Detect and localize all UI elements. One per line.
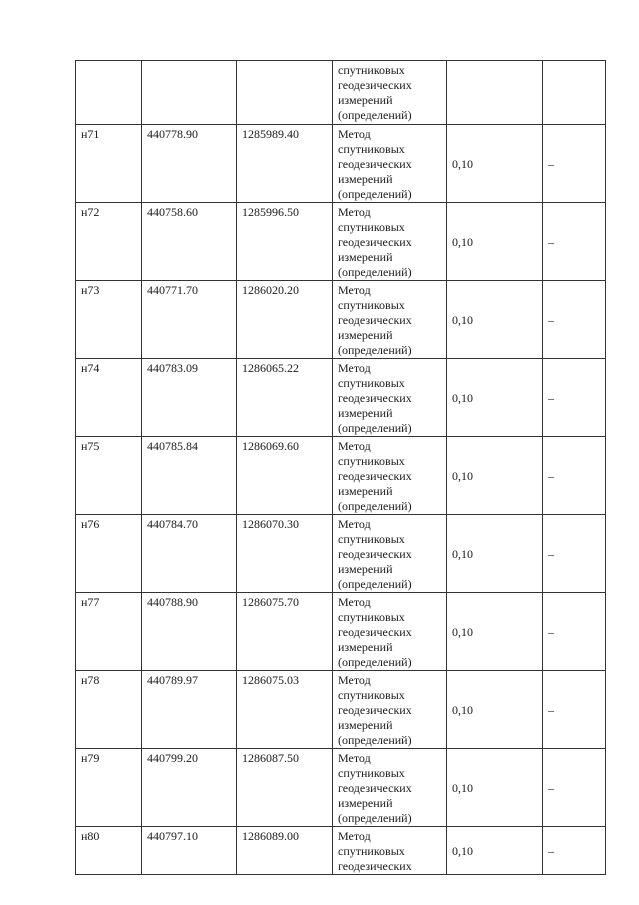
y-coordinate-cell: 1286075.03 [237, 671, 333, 749]
x-coordinate-cell: 440771.70 [142, 281, 237, 359]
method-line: геодезических [338, 625, 412, 639]
y-coordinate-cell: 1285996.50 [237, 203, 333, 281]
accuracy-cell: 0,10 [447, 281, 543, 359]
method-line: (определений) [338, 265, 412, 279]
method-line: спутниковых [338, 532, 405, 546]
accuracy-cell: 0,10 [447, 671, 543, 749]
method-line: спутниковых [338, 610, 405, 624]
description-cell: – [543, 749, 606, 827]
y-coordinate-cell: 1286020.20 [237, 281, 333, 359]
method-line: измерений [338, 93, 393, 107]
method-line: (определений) [338, 187, 412, 201]
accuracy-cell: 0,10 [447, 515, 543, 593]
method-line: измерений [338, 640, 393, 654]
point-number-cell: н76 [76, 515, 142, 593]
y-coordinate-cell [237, 61, 333, 125]
table-row [76, 281, 606, 359]
method-cell [333, 515, 447, 593]
x-coordinate-cell: 440783.09 [142, 359, 237, 437]
point-number-cell: н80 [76, 827, 142, 875]
method-cell [333, 281, 447, 359]
accuracy-cell: 0,10 [447, 203, 543, 281]
method-line: спутниковых [338, 766, 405, 780]
method-line: измерений [338, 328, 393, 342]
method-line: геодезических [338, 78, 412, 92]
point-number-cell: н71 [76, 125, 142, 203]
method-line: геодезических [338, 469, 412, 483]
description-cell: – [543, 125, 606, 203]
description-cell: – [543, 437, 606, 515]
method-line: спутниковых [338, 298, 405, 312]
method-cell [333, 437, 447, 515]
accuracy-cell: 0,10 [447, 125, 543, 203]
method-line: геодезических [338, 313, 412, 327]
point-number-cell: н74 [76, 359, 142, 437]
y-coordinate-cell: 1286089.00 [237, 827, 333, 875]
point-number-cell: н72 [76, 203, 142, 281]
description-cell: – [543, 515, 606, 593]
table-row [76, 827, 606, 875]
method-line: Метод [338, 205, 371, 219]
method-line: геодезических [338, 547, 412, 561]
method-line: Метод [338, 595, 371, 609]
method-line: спутниковых [338, 220, 405, 234]
method-line: Метод [338, 517, 371, 531]
table-row [76, 359, 606, 437]
x-coordinate-cell [142, 61, 237, 125]
method-line: (определений) [338, 343, 412, 357]
point-number-cell: н75 [76, 437, 142, 515]
method-cell [333, 593, 447, 671]
description-cell: – [543, 827, 606, 875]
x-coordinate-cell: 440797.10 [142, 827, 237, 875]
method-line: измерений [338, 250, 393, 264]
method-line: спутниковых [338, 142, 405, 156]
x-coordinate-cell: 440785.84 [142, 437, 237, 515]
method-line: Метод [338, 127, 371, 141]
x-coordinate-cell: 440784.70 [142, 515, 237, 593]
method-line: (определений) [338, 577, 412, 591]
x-coordinate-cell: 440789.97 [142, 671, 237, 749]
method-line: измерений [338, 484, 393, 498]
y-coordinate-cell: 1285989.40 [237, 125, 333, 203]
accuracy-cell: 0,10 [447, 749, 543, 827]
point-number-cell: н78 [76, 671, 142, 749]
point-number-cell: н77 [76, 593, 142, 671]
method-line: геодезических [338, 235, 412, 249]
method-line: геодезических [338, 703, 412, 717]
table-row [76, 749, 606, 827]
y-coordinate-cell: 1286069.60 [237, 437, 333, 515]
x-coordinate-cell: 440799.20 [142, 749, 237, 827]
method-line: геодезических [338, 157, 412, 171]
description-cell: – [543, 203, 606, 281]
method-line: спутниковых [338, 844, 405, 858]
table-row-continuation [76, 61, 606, 125]
point-number-cell: н73 [76, 281, 142, 359]
table-row [76, 125, 606, 203]
method-line: (определений) [338, 108, 412, 122]
method-line: спутниковых [338, 63, 405, 77]
method-line: Метод [338, 829, 371, 843]
method-line: геодезических [338, 391, 412, 405]
method-line: (определений) [338, 655, 412, 669]
method-cell [333, 203, 447, 281]
y-coordinate-cell: 1286070.30 [237, 515, 333, 593]
method-line: (определений) [338, 733, 412, 747]
table-row [76, 437, 606, 515]
x-coordinate-cell: 440758.60 [142, 203, 237, 281]
method-line: измерений [338, 562, 393, 576]
method-line: измерений [338, 796, 393, 810]
method-line: Метод [338, 673, 371, 687]
description-cell: – [543, 593, 606, 671]
table-row [76, 593, 606, 671]
point-cell [76, 61, 142, 125]
description-cell [543, 61, 606, 125]
table-row [76, 671, 606, 749]
method-cell [333, 671, 447, 749]
method-cell [333, 125, 447, 203]
method-line: Метод [338, 439, 371, 453]
accuracy-cell [447, 61, 543, 125]
table-row [76, 515, 606, 593]
method-line: измерений [338, 718, 393, 732]
method-cell [333, 749, 447, 827]
accuracy-cell: 0,10 [447, 827, 543, 875]
method-line: измерений [338, 172, 393, 186]
x-coordinate-cell: 440788.90 [142, 593, 237, 671]
accuracy-cell: 0,10 [447, 437, 543, 515]
description-cell: – [543, 671, 606, 749]
method-line: Метод [338, 361, 371, 375]
method-line: (определений) [338, 811, 412, 825]
method-line: (определений) [338, 499, 412, 513]
coordinates-table [75, 60, 606, 875]
y-coordinate-cell: 1286075.70 [237, 593, 333, 671]
description-cell: – [543, 281, 606, 359]
method-cell [333, 61, 447, 125]
x-coordinate-cell: 440778.90 [142, 125, 237, 203]
description-cell: – [543, 359, 606, 437]
method-line: спутниковых [338, 376, 405, 390]
method-line: Метод [338, 283, 371, 297]
accuracy-cell: 0,10 [447, 359, 543, 437]
y-coordinate-cell: 1286087.50 [237, 749, 333, 827]
method-line: геодезических [338, 859, 412, 873]
y-coordinate-cell: 1286065.22 [237, 359, 333, 437]
point-number-cell: н79 [76, 749, 142, 827]
method-line: спутниковых [338, 688, 405, 702]
method-cell [333, 827, 447, 875]
method-line: спутниковых [338, 454, 405, 468]
table-row [76, 203, 606, 281]
accuracy-cell: 0,10 [447, 593, 543, 671]
method-line: (определений) [338, 421, 412, 435]
method-cell [333, 359, 447, 437]
method-line: измерений [338, 406, 393, 420]
method-line: геодезических [338, 781, 412, 795]
method-line: Метод [338, 751, 371, 765]
